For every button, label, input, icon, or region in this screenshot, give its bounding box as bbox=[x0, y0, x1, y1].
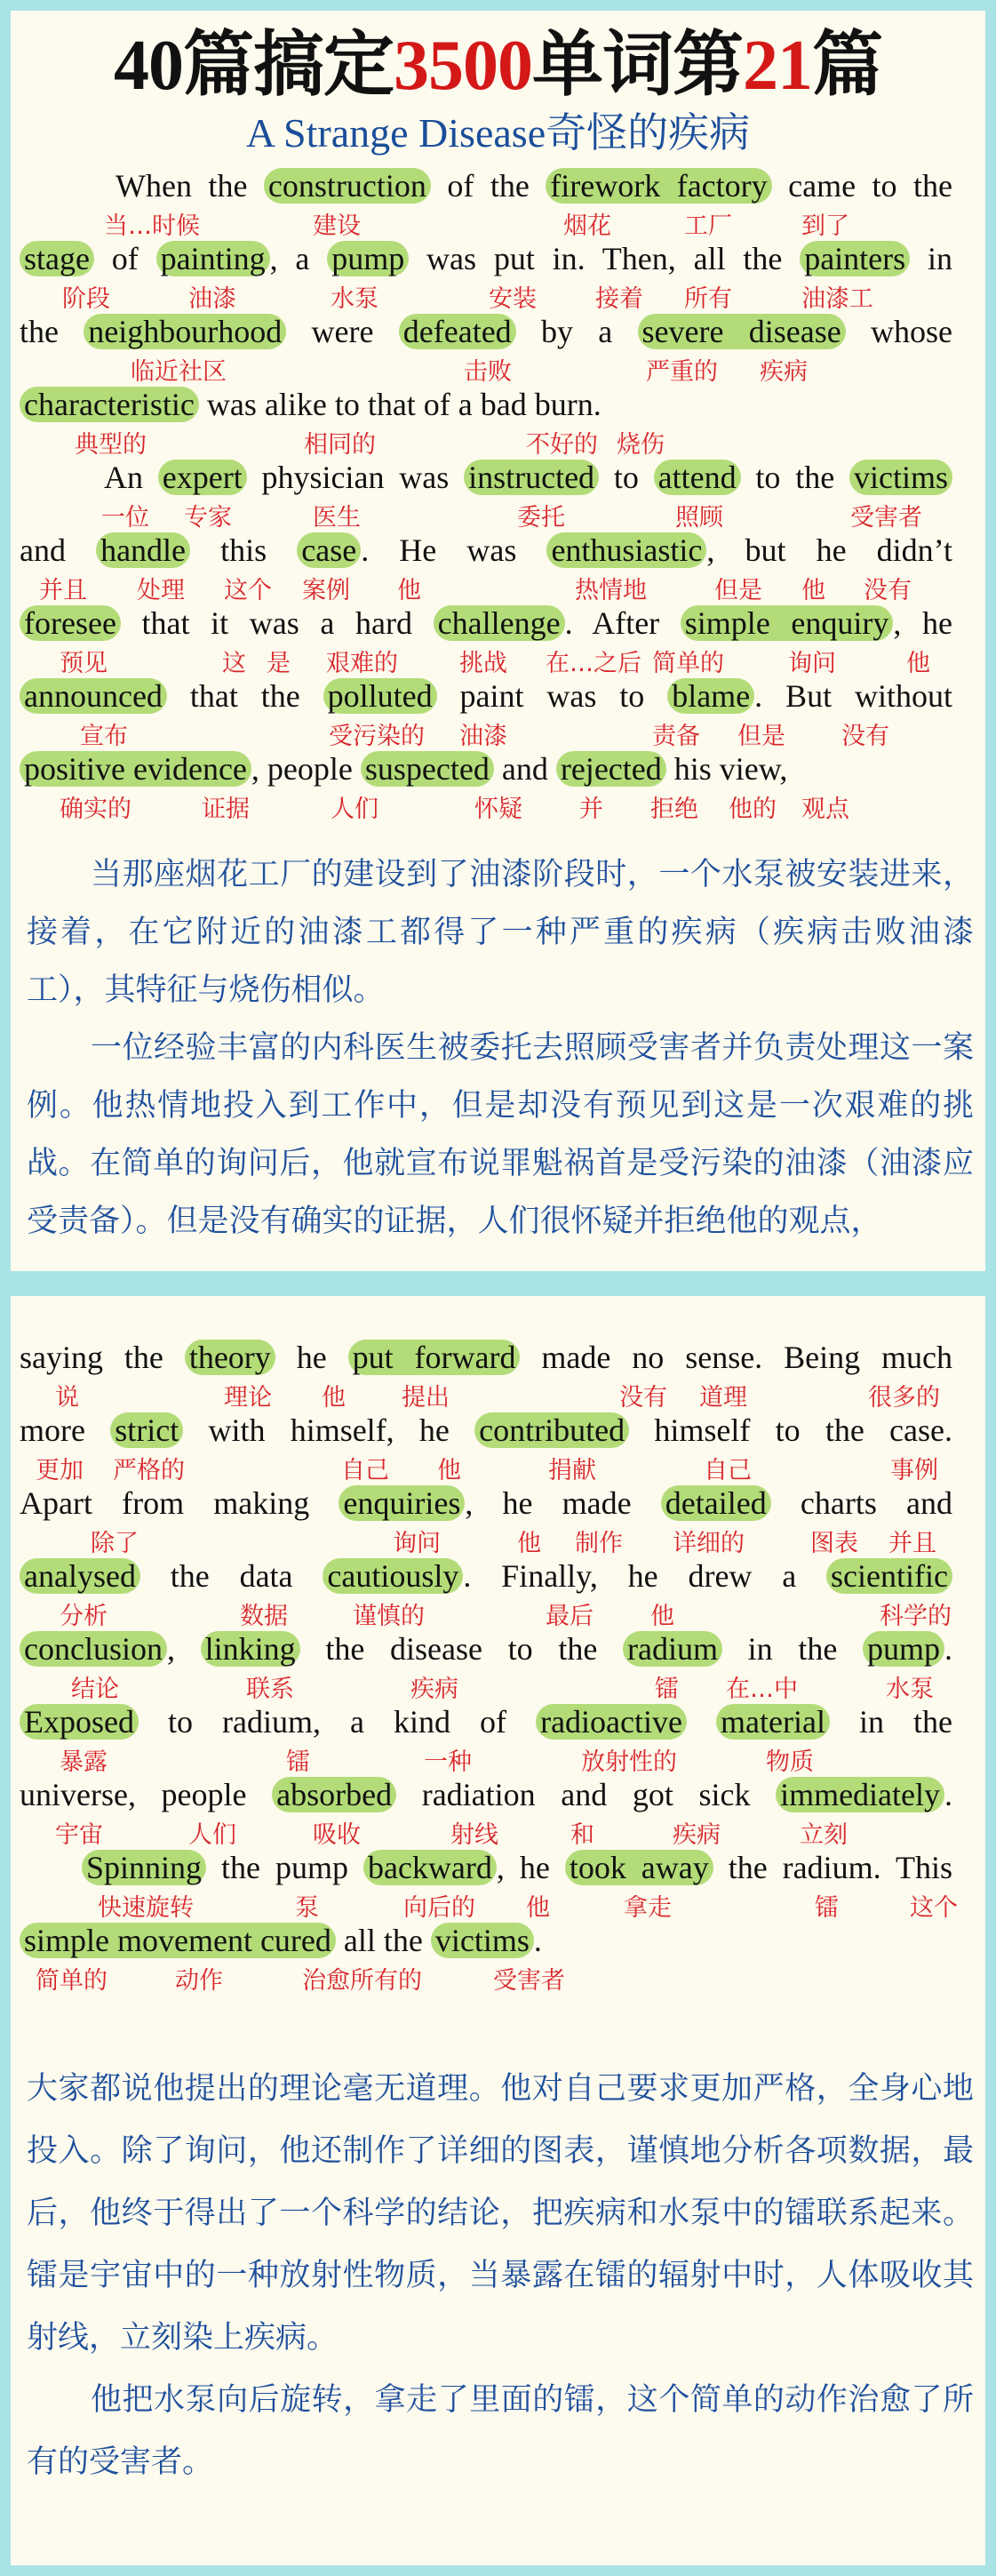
gloss-word: 结论 bbox=[71, 1676, 119, 1703]
gloss-word: 快速旋转 bbox=[98, 1894, 194, 1922]
gloss-word: 他 bbox=[517, 1530, 541, 1557]
gloss-word: 他 bbox=[437, 1457, 461, 1484]
gloss-word: 治愈所有的 bbox=[302, 1967, 422, 1995]
text-run: universe, people bbox=[20, 1777, 273, 1812]
gloss-word: 疾病 bbox=[673, 1821, 721, 1849]
vocab-highlight: neighbourhood bbox=[84, 314, 286, 349]
gloss-word: 预见 bbox=[60, 650, 108, 677]
gloss-word: 询问 bbox=[393, 1530, 441, 1557]
gloss-word: 最后 bbox=[546, 1603, 594, 1630]
gloss-row bbox=[20, 503, 952, 533]
vocab-highlight: Spinning bbox=[82, 1850, 206, 1885]
gloss-word: 受害者 bbox=[850, 504, 922, 532]
gloss-word: 接着 bbox=[595, 285, 643, 313]
gloss-word: 科学的 bbox=[880, 1603, 952, 1630]
text-run: in the bbox=[829, 1704, 952, 1740]
gloss-word: 除了 bbox=[91, 1530, 139, 1557]
text-run: An bbox=[104, 460, 158, 495]
gloss-row bbox=[20, 430, 952, 460]
text-run: to bbox=[599, 460, 654, 495]
gloss-word: 捐献 bbox=[548, 1457, 596, 1484]
gloss-word: 和 bbox=[570, 1821, 594, 1849]
text-line bbox=[20, 1628, 952, 1671]
page-subtitle: A Strange Disease奇怪的疾病 bbox=[245, 110, 751, 156]
text-run: . bbox=[944, 1631, 953, 1667]
gloss-word: 很多的 bbox=[868, 1384, 940, 1412]
gloss-word: 拒绝 bbox=[650, 796, 698, 823]
vocab-highlight: strict bbox=[110, 1412, 183, 1448]
text-run: the data bbox=[139, 1558, 323, 1594]
vocab-highlight: stage bbox=[20, 241, 94, 276]
vocab-highlight: victims bbox=[431, 1923, 534, 1958]
gloss-word: 他的 bbox=[729, 796, 777, 823]
vocab-highlight: attend bbox=[654, 460, 741, 495]
vocab-highlight: painting bbox=[156, 241, 270, 276]
vocab-highlight: case bbox=[297, 532, 361, 568]
vocab-highlight: scientific bbox=[826, 1558, 952, 1594]
vocab-highlight: contributed bbox=[474, 1412, 629, 1448]
text-run: . After bbox=[564, 605, 681, 641]
text-run: the pump bbox=[206, 1850, 363, 1885]
text-run: , he made bbox=[465, 1485, 661, 1521]
translation-block-2 bbox=[27, 2058, 974, 2493]
vocab-highlight: cautiously bbox=[323, 1558, 463, 1594]
text-run: . bbox=[533, 1923, 542, 1958]
text-run: made no sense. Being much bbox=[520, 1340, 952, 1375]
gloss-word: 物质 bbox=[766, 1748, 814, 1776]
gloss-word: 动作 bbox=[175, 1967, 223, 1995]
vocab-highlight: enquiries bbox=[339, 1485, 465, 1521]
vocab-highlight: blame bbox=[667, 678, 754, 714]
gloss-word: 这个 bbox=[910, 1894, 958, 1922]
gloss-word: 这个 bbox=[224, 577, 272, 604]
text-run: physician was bbox=[246, 460, 465, 495]
gloss-word: 观点 bbox=[801, 796, 849, 823]
text-line bbox=[20, 676, 952, 718]
text-run: saying the bbox=[20, 1340, 185, 1375]
vocab-highlight: challenge bbox=[434, 605, 565, 641]
vocab-highlight: firework factory bbox=[546, 168, 771, 204]
text-run: this bbox=[190, 532, 298, 568]
gloss-word: 他 bbox=[801, 577, 825, 604]
text-line bbox=[20, 748, 952, 791]
gloss-row bbox=[20, 1820, 952, 1851]
gloss-word: 理论 bbox=[224, 1384, 272, 1412]
text-run: that the bbox=[166, 678, 323, 714]
gloss-word: 烧伤 bbox=[617, 431, 665, 459]
gloss-word: 人们 bbox=[188, 1821, 236, 1849]
gloss-word: 射线 bbox=[450, 1821, 498, 1849]
text-run: with himself, he bbox=[183, 1412, 475, 1448]
gloss-word: 没有 bbox=[841, 723, 889, 750]
gloss-word: 在…中 bbox=[726, 1676, 798, 1703]
vocab-highlight: backward bbox=[363, 1850, 497, 1885]
gloss-word: 建设 bbox=[313, 212, 361, 240]
gloss-word: 受害者 bbox=[493, 1967, 565, 1995]
gloss-word: 吸收 bbox=[313, 1821, 361, 1849]
text-run: the bbox=[20, 314, 84, 349]
gloss-word: 他 bbox=[526, 1894, 550, 1922]
vocab-highlight: rejected bbox=[556, 751, 666, 787]
gloss-word: 案例 bbox=[302, 577, 350, 604]
gloss-row bbox=[20, 284, 952, 315]
gloss-word: 详细的 bbox=[673, 1530, 745, 1557]
gloss-word: 这 bbox=[222, 650, 246, 677]
text-line bbox=[82, 1847, 952, 1890]
vocab-highlight: absorbed bbox=[272, 1777, 396, 1812]
vocab-highlight: polluted bbox=[323, 678, 437, 714]
translation-block-1 bbox=[27, 846, 974, 1251]
gloss-word: 证据 bbox=[202, 796, 250, 823]
vocab-highlight: Exposed bbox=[20, 1704, 139, 1740]
gloss-word: 镭 bbox=[815, 1894, 839, 1922]
text-run: his view, bbox=[665, 751, 788, 787]
text-run: , a bbox=[269, 241, 328, 276]
gloss-word: 油漆 bbox=[188, 285, 236, 313]
gloss-word: 严重的 bbox=[646, 358, 718, 386]
vocab-highlight: detailed bbox=[661, 1485, 771, 1521]
gloss-word: 镭 bbox=[286, 1748, 310, 1776]
gloss-word: 分析 bbox=[60, 1603, 108, 1630]
text-run: . Finally, he drew a bbox=[463, 1558, 827, 1594]
vocab-highlight: conclusion bbox=[20, 1631, 167, 1667]
vocab-highlight: radioactive bbox=[536, 1704, 687, 1740]
text-run: himself to the case. bbox=[629, 1412, 952, 1448]
gloss-word: 暴露 bbox=[60, 1748, 108, 1776]
text-run: in the bbox=[721, 1631, 863, 1667]
gloss-word: 委托 bbox=[517, 504, 565, 532]
gloss-word: 简单的 bbox=[652, 650, 724, 677]
gloss-word: 典型的 bbox=[75, 431, 147, 459]
gloss-word: 医生 bbox=[313, 504, 361, 532]
gloss-word: 怀疑 bbox=[474, 796, 522, 823]
gloss-word: 疾病 bbox=[760, 358, 808, 386]
gloss-word: 谨慎的 bbox=[353, 1603, 425, 1630]
vocab-highlight: severe disease bbox=[638, 314, 846, 349]
text-run: charts and bbox=[770, 1485, 953, 1521]
gloss-word: 处理 bbox=[137, 577, 185, 604]
text-run: When the bbox=[116, 168, 264, 204]
gloss-word: 在…之后 bbox=[546, 650, 641, 677]
vocab-highlight: victims bbox=[849, 460, 952, 495]
gloss-word: 水泵 bbox=[331, 285, 378, 313]
text-run: that it was a hard bbox=[120, 605, 434, 641]
text-run: to radium, a kind of bbox=[138, 1704, 537, 1740]
gloss-word: 自己 bbox=[341, 1457, 389, 1484]
text-line bbox=[20, 1701, 952, 1744]
gloss-word: 工厂 bbox=[684, 212, 732, 240]
gloss-word: 阶段 bbox=[62, 285, 110, 313]
gloss-row bbox=[20, 1529, 952, 1559]
text-run: . He was bbox=[361, 532, 547, 568]
text-line bbox=[116, 165, 952, 208]
gloss-word: 并且 bbox=[39, 577, 87, 604]
vocab-highlight: immediately bbox=[776, 1777, 944, 1812]
gloss-word: 确实的 bbox=[60, 796, 131, 823]
gloss-word: 放射性的 bbox=[581, 1748, 677, 1776]
gloss-word: 到了 bbox=[801, 212, 849, 240]
text-run: , he bbox=[893, 605, 953, 641]
gloss-row bbox=[20, 1456, 952, 1486]
vocab-highlight: defeated bbox=[399, 314, 516, 349]
text-run: , bbox=[166, 1631, 201, 1667]
gloss-word: 没有 bbox=[619, 1384, 667, 1412]
vocab-highlight: linking bbox=[201, 1631, 300, 1667]
text-line bbox=[20, 311, 952, 354]
text-run: all the bbox=[335, 1923, 431, 1958]
text-line bbox=[20, 1483, 952, 1525]
gloss-row bbox=[20, 1966, 952, 1996]
text-line bbox=[20, 1410, 952, 1452]
gloss-word: 更加 bbox=[36, 1457, 84, 1484]
vocab-highlight: pump bbox=[863, 1631, 944, 1667]
vocab-highlight: theory bbox=[185, 1340, 275, 1375]
gloss-word: 不好的 bbox=[526, 431, 598, 459]
gloss-word: 拿走 bbox=[624, 1894, 672, 1922]
gloss-word: 简单的 bbox=[36, 1967, 108, 1995]
gloss-row bbox=[20, 1748, 952, 1778]
gloss-row bbox=[20, 649, 952, 679]
gloss-word: 但是 bbox=[714, 577, 762, 604]
gloss-word: 他 bbox=[322, 1384, 346, 1412]
translation-paragraph: 一位经验丰富的内科医生被委托去照顾受害者并负责处理这一案例。他热情地投入到工作中，但是却没有预见到这是一次艰难的挑战。在简单的询问后，他就宣布说罪魁祸首是受污染的油漆（油漆应受责备）。但是没有确实的证据，人们很怀疑并拒绝他的观点， bbox=[27, 1030, 974, 1239]
gloss-word: 向后的 bbox=[403, 1894, 475, 1922]
text-line bbox=[20, 1920, 952, 1963]
gloss-word: 挑战 bbox=[459, 650, 507, 677]
text-line bbox=[20, 1774, 952, 1817]
vocab-highlight: handle bbox=[96, 532, 190, 568]
text-line bbox=[20, 530, 952, 572]
text-line bbox=[104, 457, 952, 500]
text-run: by a bbox=[515, 314, 638, 349]
gloss-word: 提出 bbox=[402, 1384, 450, 1412]
gloss-word: 严格的 bbox=[113, 1457, 185, 1484]
gloss-word: 水泵 bbox=[886, 1676, 934, 1703]
gloss-word: 道理 bbox=[699, 1384, 747, 1412]
vocab-highlight: characteristic bbox=[20, 387, 199, 422]
text-run: was put in. Then, all the bbox=[409, 241, 801, 276]
gloss-word: 油漆工 bbox=[801, 285, 873, 313]
text-line bbox=[20, 384, 952, 427]
vocab-highlight: took away bbox=[565, 1850, 713, 1885]
gloss-row bbox=[20, 357, 952, 388]
gloss-word: 艰难的 bbox=[326, 650, 398, 677]
gloss-word: 受污染的 bbox=[329, 723, 425, 750]
text-run: . But without bbox=[754, 678, 952, 714]
vocab-highlight: positive evidence bbox=[20, 751, 251, 787]
vocab-highlight: put forward bbox=[348, 1340, 521, 1375]
text-run: radiation and got sick bbox=[396, 1777, 777, 1812]
vocab-highlight: expert bbox=[158, 460, 247, 495]
text-run: the disease to the bbox=[299, 1631, 623, 1667]
text-run: he bbox=[275, 1340, 348, 1375]
text-line bbox=[20, 1337, 952, 1380]
gloss-word: 并 bbox=[579, 796, 603, 823]
text-line bbox=[20, 603, 952, 645]
gloss-word: 镭 bbox=[655, 1676, 679, 1703]
text-run: were bbox=[286, 314, 399, 349]
gloss-word: 是 bbox=[267, 650, 291, 677]
gloss-word: 相同的 bbox=[304, 431, 376, 459]
gloss-word: 所有 bbox=[684, 285, 732, 313]
gloss-word: 并且 bbox=[888, 1530, 936, 1557]
gloss-word: 说 bbox=[55, 1384, 79, 1412]
gloss-word: 制作 bbox=[575, 1530, 623, 1557]
text-run: , he bbox=[496, 1850, 565, 1885]
text-run: . bbox=[944, 1777, 953, 1812]
gloss-word: 自己 bbox=[704, 1457, 752, 1484]
vocab-highlight: simple movement cured bbox=[20, 1923, 336, 1958]
gloss-row bbox=[20, 1893, 958, 1924]
gloss-word: 安装 bbox=[489, 285, 537, 313]
translation-paragraph: 当那座烟花工厂的建设到了油漆阶段时，一个水泵被安装进来，接着，在它附近的油漆工都得了一种严重的疾病（疾病击败油漆工），其特征与烧伤相似。 bbox=[27, 857, 974, 1008]
text-line bbox=[20, 238, 952, 281]
gloss-word: 油漆 bbox=[459, 723, 507, 750]
gloss-word: 询问 bbox=[788, 650, 836, 677]
gloss-word: 数据 bbox=[240, 1603, 288, 1630]
gloss-word: 事例 bbox=[890, 1457, 938, 1484]
text-run bbox=[687, 1704, 716, 1740]
vocab-highlight: radium bbox=[623, 1631, 722, 1667]
text-run: came to the bbox=[771, 168, 952, 204]
gloss-row bbox=[20, 1383, 952, 1413]
gloss-row bbox=[20, 212, 952, 242]
text-run: the radium. This bbox=[713, 1850, 952, 1885]
gloss-word: 临近社区 bbox=[131, 358, 227, 386]
vocab-highlight: instructed bbox=[464, 460, 599, 495]
gloss-row bbox=[20, 1602, 952, 1632]
vocab-highlight: analysed bbox=[20, 1558, 140, 1594]
gloss-word: 立刻 bbox=[800, 1821, 848, 1849]
text-run: paint was to bbox=[436, 678, 668, 714]
vocab-highlight: painters bbox=[800, 241, 910, 276]
text-run: Apart from making bbox=[20, 1485, 339, 1521]
gloss-word: 他 bbox=[397, 577, 421, 604]
gloss-row bbox=[20, 1675, 952, 1705]
gloss-word: 一位 bbox=[101, 504, 149, 532]
text-run: and bbox=[493, 751, 556, 787]
gloss-word: 疾病 bbox=[410, 1676, 458, 1703]
text-line bbox=[20, 1556, 952, 1598]
translation-paragraph: 大家都说他提出的理论毫无道理。他对自己要求更加严格，全身心地投入。除了询问，他还制作了详细的图表，谨慎地分析各项数据，最后，他终于得出了一个科学的结论，把疾病和水泵中的镭联系起来。镭是宇宙中的一种放射性物质，当暴露在镭的辐射中时，人体吸收其射线，立刻染上疾病。 bbox=[27, 2071, 974, 2356]
gloss-row bbox=[20, 795, 952, 825]
gloss-word: 没有 bbox=[864, 577, 912, 604]
text-run: , people bbox=[251, 751, 361, 787]
translation-paragraph: 他把水泵向后旋转，拿走了里面的镭，这个简单的动作治愈了所有的受害者。 bbox=[27, 2382, 974, 2480]
text-run: of bbox=[93, 241, 156, 276]
vocab-highlight: material bbox=[716, 1704, 830, 1740]
gloss-word: 宇宙 bbox=[55, 1821, 103, 1849]
vocab-highlight: foresee bbox=[20, 605, 121, 641]
text-run: and bbox=[20, 532, 97, 568]
vocab-highlight: simple enquiry bbox=[681, 605, 894, 641]
gloss-word: 当…时候 bbox=[104, 212, 200, 240]
gloss-word: 一种 bbox=[424, 1748, 472, 1776]
gloss-word: 宣布 bbox=[80, 723, 128, 750]
gloss-word: 图表 bbox=[810, 1530, 858, 1557]
text-run: to the bbox=[740, 460, 849, 495]
text-run: was alike to that of a bad burn. bbox=[198, 387, 602, 422]
vocab-highlight: pump bbox=[327, 241, 409, 276]
gloss-word: 他 bbox=[906, 650, 930, 677]
vocab-highlight: announced bbox=[20, 678, 167, 714]
text-run: of the bbox=[430, 168, 546, 204]
gloss-word: 但是 bbox=[737, 723, 785, 750]
vocab-highlight: suspected bbox=[361, 751, 494, 787]
gloss-word: 他 bbox=[650, 1603, 674, 1630]
gloss-word: 责备 bbox=[652, 723, 700, 750]
vocab-highlight: construction bbox=[264, 168, 431, 204]
text-run: in bbox=[910, 241, 952, 276]
gloss-row bbox=[20, 576, 952, 606]
gloss-row bbox=[20, 722, 952, 752]
text-run: more bbox=[20, 1412, 111, 1448]
gloss-word: 热情地 bbox=[575, 577, 647, 604]
text-run: , but he didn’t bbox=[706, 532, 952, 568]
gloss-word: 人们 bbox=[331, 796, 378, 823]
gloss-word: 烟花 bbox=[563, 212, 611, 240]
gloss-word: 联系 bbox=[246, 1676, 294, 1703]
vocab-highlight: enthusiastic bbox=[546, 532, 706, 568]
gloss-word: 照顾 bbox=[675, 504, 723, 532]
page-title: 40篇搞定3500单词第21篇 bbox=[114, 27, 882, 105]
text-run: whose bbox=[845, 314, 953, 349]
gloss-word: 击败 bbox=[464, 358, 512, 386]
gloss-word: 泵 bbox=[295, 1894, 319, 1922]
gloss-word: 专家 bbox=[184, 504, 232, 532]
